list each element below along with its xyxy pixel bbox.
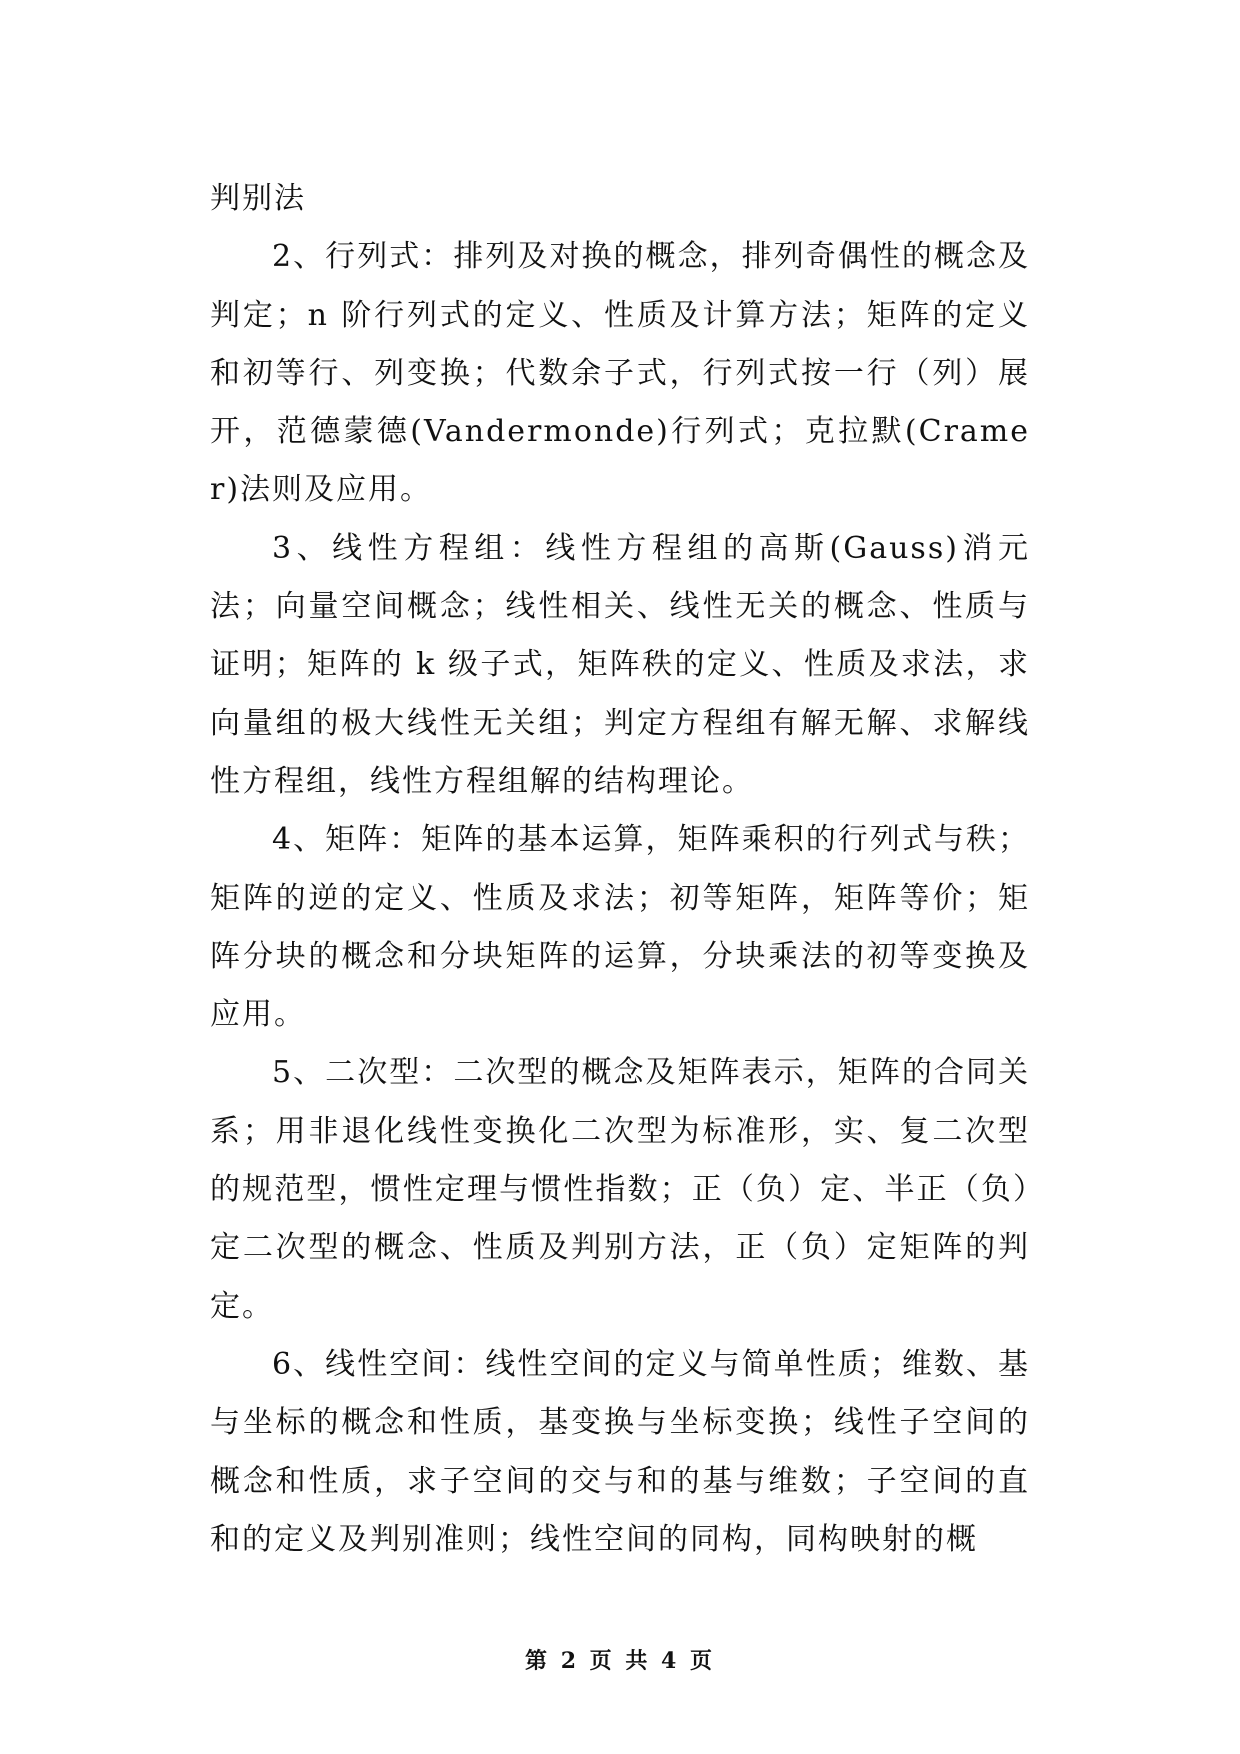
- paragraph-determinants: 2、行列式：排列及对换的概念，排列奇偶性的概念及判定；n 阶行列式的定义、性质及计算方法；矩阵的定义和初等行、列变换；代数余子式，行列式按一行（列）展开，范德蒙德(Vandermonde)行列式；克拉默(Cramer)法则及应用。: [210, 239, 1030, 508]
- paragraph-linear-equations: 3、线性方程组：线性方程组的高斯(Gauss)消元法；向量空间概念；线性相关、线性无关的概念、性质与证明；矩阵的 k 级子式，矩阵秩的定义、性质及求法，求向量组的极大线性无关组；判定方程组有解无解、求解线性方程组，线性方程组解的结构理论。: [210, 530, 1030, 799]
- page-number-footer: 第 2 页 共 4 页: [525, 1648, 715, 1674]
- document-body: [210, 170, 1030, 1569]
- paragraph-matrices: 4、矩阵：矩阵的基本运算，矩阵乘积的行列式与秩；矩阵的逆的定义、性质及求法；初等矩阵，矩阵等价；矩阵分块的概念和分块矩阵的运算，分块乘法的初等变换及应用。: [210, 822, 1030, 1033]
- paragraph-quadratic-forms: 5、二次型：二次型的概念及矩阵表示，矩阵的合同关系；用非退化线性变换化二次型为标准形，实、复二次型的规范型，惯性定理与惯性指数；正（负）定、半正（负）定二次型的概念、性质及判别方法，正（负）定矩阵的判定。: [210, 1055, 1030, 1324]
- paragraph-continuation: 判别法: [210, 181, 306, 216]
- paragraph-linear-spaces: 6、线性空间：线性空间的定义与简单性质；维数、基与坐标的概念和性质，基变换与坐标变换；线性子空间的概念和性质，求子空间的交与和的基与维数；子空间的直和的定义及判别准则；线性空间的同构，同构映射的概: [210, 1346, 1030, 1557]
